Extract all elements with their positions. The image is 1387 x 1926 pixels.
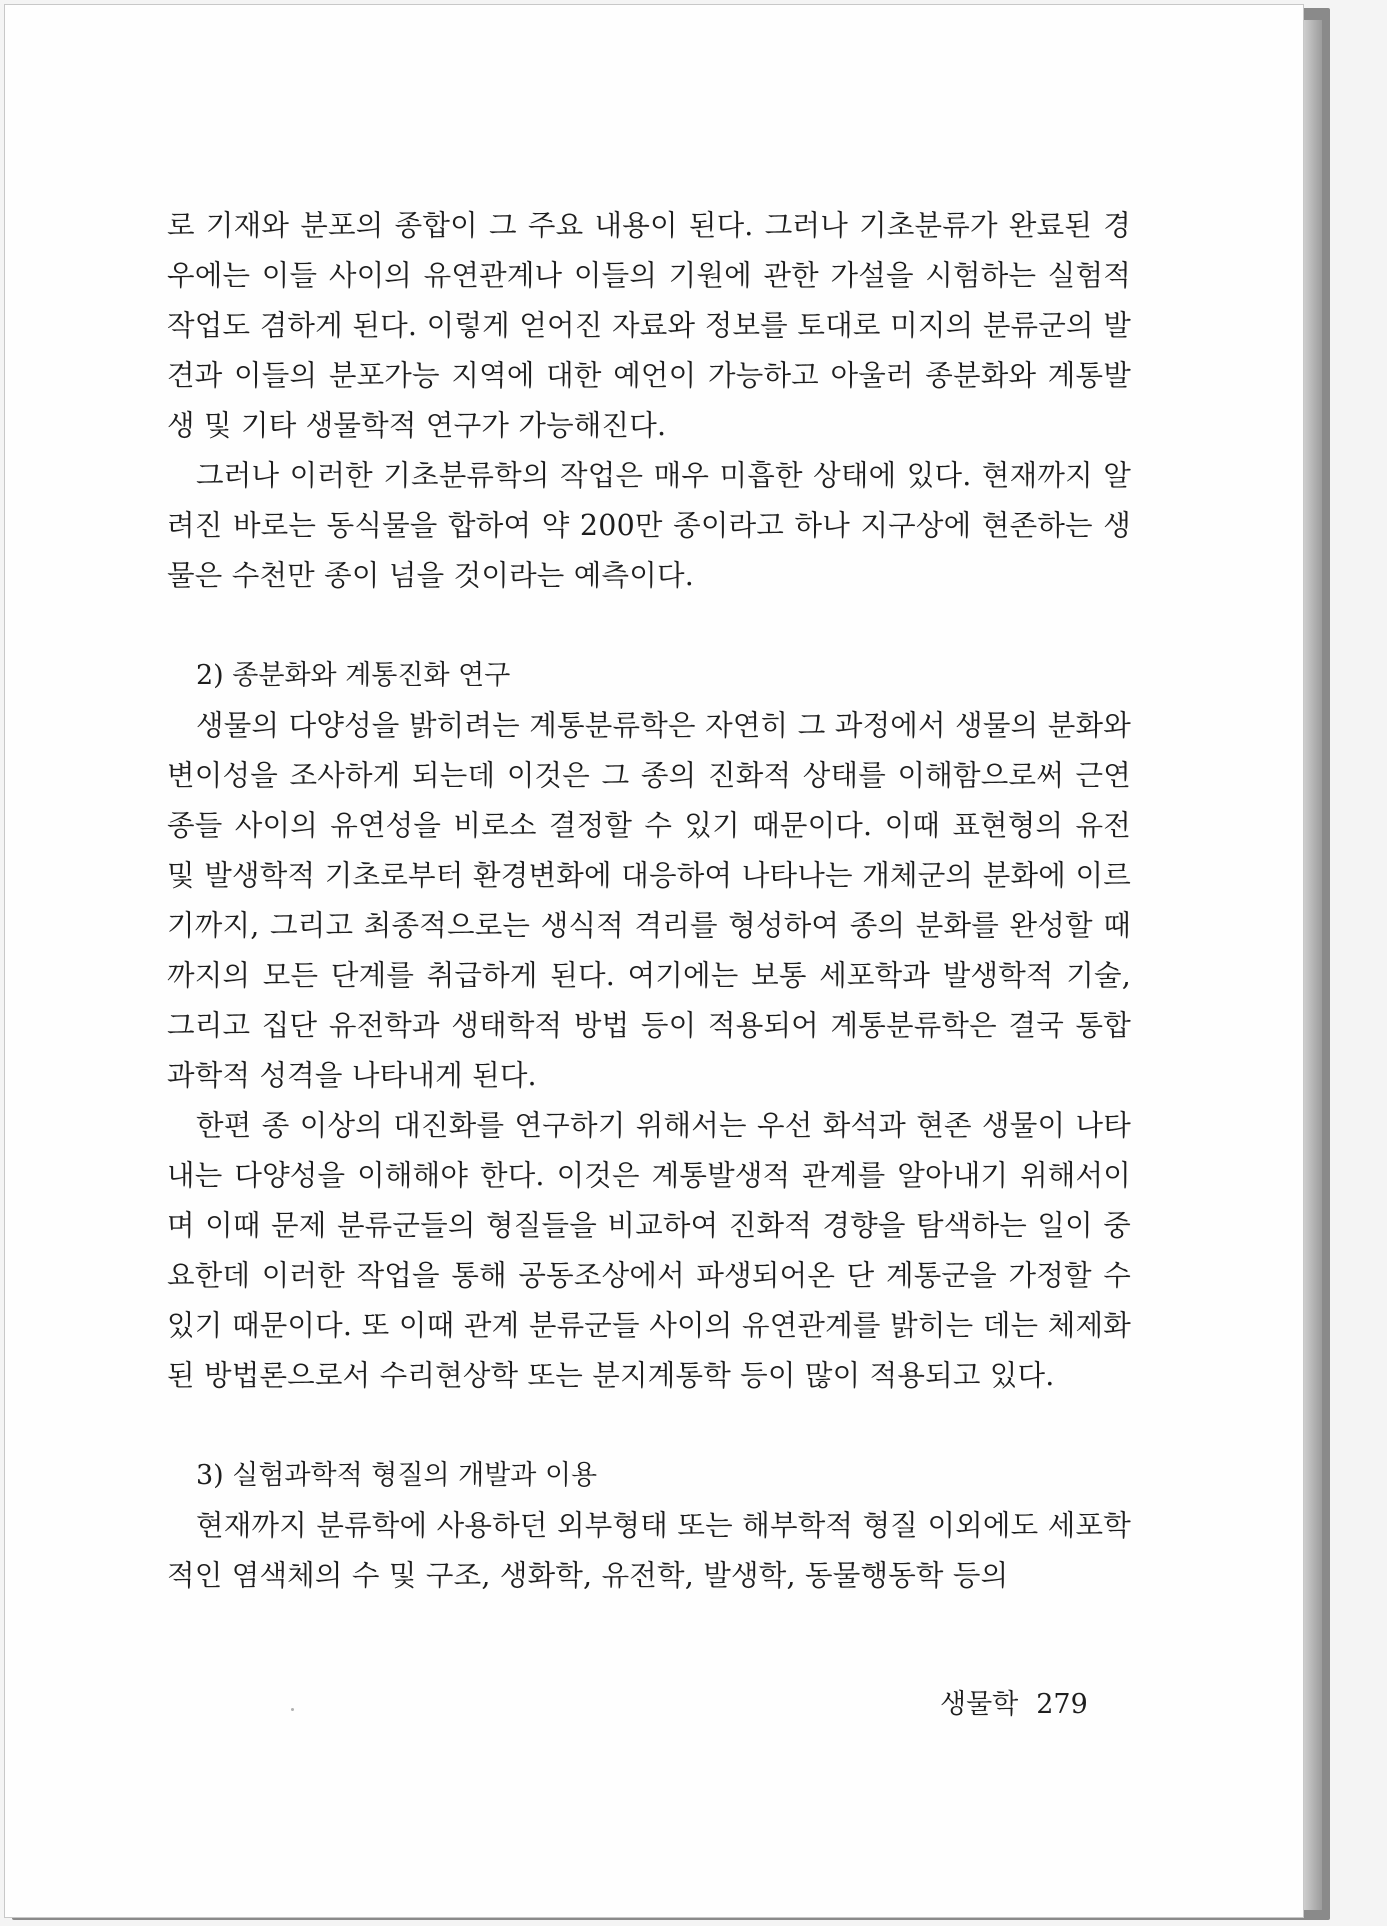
section-heading: 2) 종분화와 계통진화 연구 (196, 660, 511, 691)
scan-speck (291, 1708, 294, 1711)
paragraph: 생물의 다양성을 밝히려는 계통분류학은 자연히 그 과정에서 생물의 분화와 변이성을 조사하게 되는데 이것은 그 종의 진화적 상태를 이해함으로써 근연종들 사이의 유연성을 비로소 결정할 수 있기 때문이다. 이때 표현형의 유전 및 발생학적 기초로부터 환경변화에 대응하여 나타나는 개체군의 분화에 이르기까지, 그리고 최종적으로는 생식적 격리를 형성하여 종의 분화를 완성할 때까지의 모든 단계를 취급하게 된다. 여기에는 보통 세포학과 발생학적 기술, 그리고 집단 유전학과 생태학적 방법 등이 적용되어 계통분류학은 결국 통합과학적 성격을 나타내게 된다. (167, 709, 1131, 1092)
paragraph: 그러나 이러한 기초분류학의 작업은 매우 미흡한 상태에 있다. 현재까지 알려진 바로는 동식물을 합하여 약 200만 종이라고 하나 지구상에 현존하는 생물은 수천만 종이 넘을 것이라는 예측이다. (167, 459, 1131, 592)
paragraph: 로 기재와 분포의 종합이 그 주요 내용이 된다. 그러나 기초분류가 완료된 경우에는 이들 사이의 유연관계나 이들의 기원에 관한 가설을 시험하는 실험적 작업도 겸하게 된다. 이렇게 얻어진 자료와 정보를 토대로 미지의 분류군의 발견과 이들의 분포가능 지역에 대한 예언이 가능하고 아울러 종분화와 계통발생 및 기타 생물학적 연구가 가능해진다. (167, 209, 1131, 442)
section-heading: 3) 실험과학적 형질의 개발과 이용 (196, 1460, 598, 1491)
page-number: 279 (1036, 1689, 1088, 1720)
page-body (167, 201, 1131, 1601)
paragraph: 한편 종 이상의 대진화를 연구하기 위해서는 우선 화석과 현존 생물이 나타내는 다양성을 이해해야 한다. 이것은 계통발생적 관계를 알아내기 위해서이며 이때 문제 분류군들의 형질들을 비교하여 진화적 경향을 탐색하는 일이 중요한데 이러한 작업을 통해 공동조상에서 파생되어온 단 계통군을 가정할 수 있기 때문이다. 또 이때 관계 분류군들 사이의 유연관계를 밝히는 데는 체제화된 방법론으로서 수리현상학 또는 분지계통학 등이 많이 적용되고 있다. (167, 1109, 1131, 1392)
section-gap (167, 1401, 1131, 1451)
section-gap (167, 601, 1131, 651)
page-footer (940, 1685, 1088, 1725)
running-title: 생물학 (940, 1689, 1019, 1720)
paragraph: 현재까지 분류학에 사용하던 외부형태 또는 해부학적 형질 이외에도 세포학적인 염색체의 수 및 구조, 생화학, 유전학, 발생학, 동물행동학 등의 (167, 1509, 1131, 1592)
document-page[interactable] (4, 4, 1304, 1918)
